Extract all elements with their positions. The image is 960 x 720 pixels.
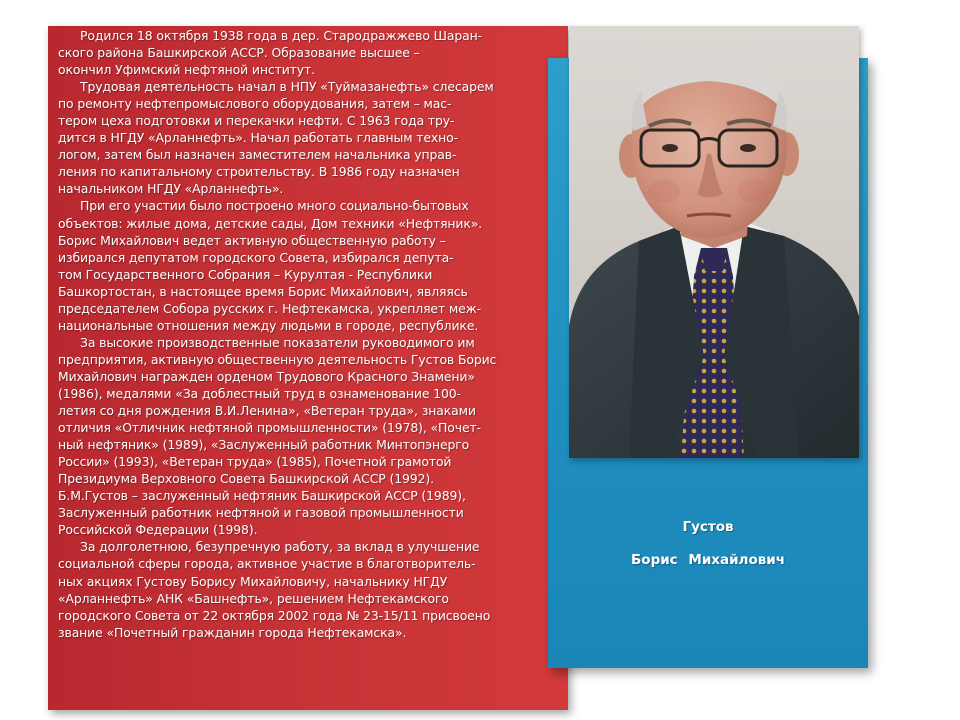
person-surname: Густов [682, 519, 734, 535]
biography-line: начальником НГДУ «Арланнефть». [58, 181, 284, 197]
biography-line: Родился 18 октября 1938 года в дер. Стародражжево Шаран- [80, 28, 482, 43]
biography-line: За долголетнюю, безупречную работу, за вклад в улучшение [80, 539, 480, 555]
biography-line: логом, затем был назначен заместителем начальника управ- [58, 147, 457, 163]
biography-line: том Государственного Собрания – Курултая - Республики [58, 266, 433, 282]
portrait-illustration [569, 26, 859, 458]
biography-line: Башкортостан, в настоящее время Борис Михайлович, являясь [58, 283, 468, 299]
biography-line: Российской Федерации (1998). [58, 522, 258, 538]
biography-line: окончил Уфимский нефтяной институт. [58, 62, 315, 78]
biography-line: За высокие производственные показатели руководимого им [80, 334, 475, 350]
biography-line: предприятия, активную общественную деятельность Густов Борис [58, 351, 497, 367]
biography-line: объектов: жилые дома, детские сады, Дом техники «Нефтяник». [58, 215, 483, 231]
biography-line: России» (1993), «Ветеран труда» (1985), Почетной грамотой [58, 454, 452, 470]
biography-line: «Арланнефть» АНК «Башнефть», решением Нефтекамского [58, 590, 449, 606]
biography-line: по ремонту нефтепромыслового оборудования, затем – мас- [58, 96, 452, 112]
biography-line: Президиума Верховного Совета Башкирской АССР (1992). [58, 471, 434, 487]
biography-line: Б.М.Густов – заслуженный нефтяник Башкирской АССР (1989), [58, 488, 466, 504]
biography-line: национальные отношения между людьми в городе, республике. [58, 317, 479, 333]
portrait-photo [569, 26, 859, 458]
biography-line: Михайлович награжден орденом Трудового Красного Знамени» [58, 368, 475, 384]
biography-line: летия со дня рождения В.И.Ленина», «Ветеран труда», знаками [58, 403, 476, 419]
biography-line: (1986), медалями «За доблестный труд в ознаменование 100- [58, 385, 461, 401]
biography-line: дится в НГДУ «Арланнефть». Начал работать главным техно- [58, 130, 459, 146]
biography-line: ный нефтяник» (1989), «Заслуженный работник Минтопэнерго [58, 437, 470, 453]
biography-line: тером цеха подготовки и перекачки нефти. С 1963 года тру- [58, 113, 455, 129]
biography-line: ления по капитальному строительству. В 1986 году назначен [58, 164, 460, 180]
biography-line: ского района Башкирской АССР. Образование высшее – [58, 45, 420, 61]
biography-line: отличия «Отличник нефтяной промышленности» (1978), «Почет- [58, 420, 481, 436]
biography-line: избирался депутатом городского Совета, избирался депута- [58, 249, 454, 265]
biography-line: Трудовая деятельность начал в НПУ «Туймазанефть» слесарем [80, 79, 494, 95]
biography-line: ных акциях Густову Борису Михайловичу, начальнику НГДУ [58, 573, 448, 589]
biography-line: социальной сферы города, активное участие в благотворитель- [58, 556, 476, 572]
biography-line: председателем Собора русских г. Нефтекамска, укрепляет меж- [58, 300, 482, 316]
biography-text [58, 27, 550, 641]
biography-line: При его участии было построено много социально-бытовых [80, 198, 469, 214]
biography-line: Борис Михайлович ведет активную общественную работу – [58, 232, 446, 248]
biography-line: звание «Почетный гражданин города Нефтекамска». [58, 624, 407, 640]
biography-line: городского Совета от 22 октября 2002 года № 23-15/11 присвоено [58, 607, 491, 623]
person-given-names: Борис Михайлович [631, 552, 785, 568]
biography-line: Заслуженный работник нефтяной и газовой промышленности [58, 505, 464, 521]
